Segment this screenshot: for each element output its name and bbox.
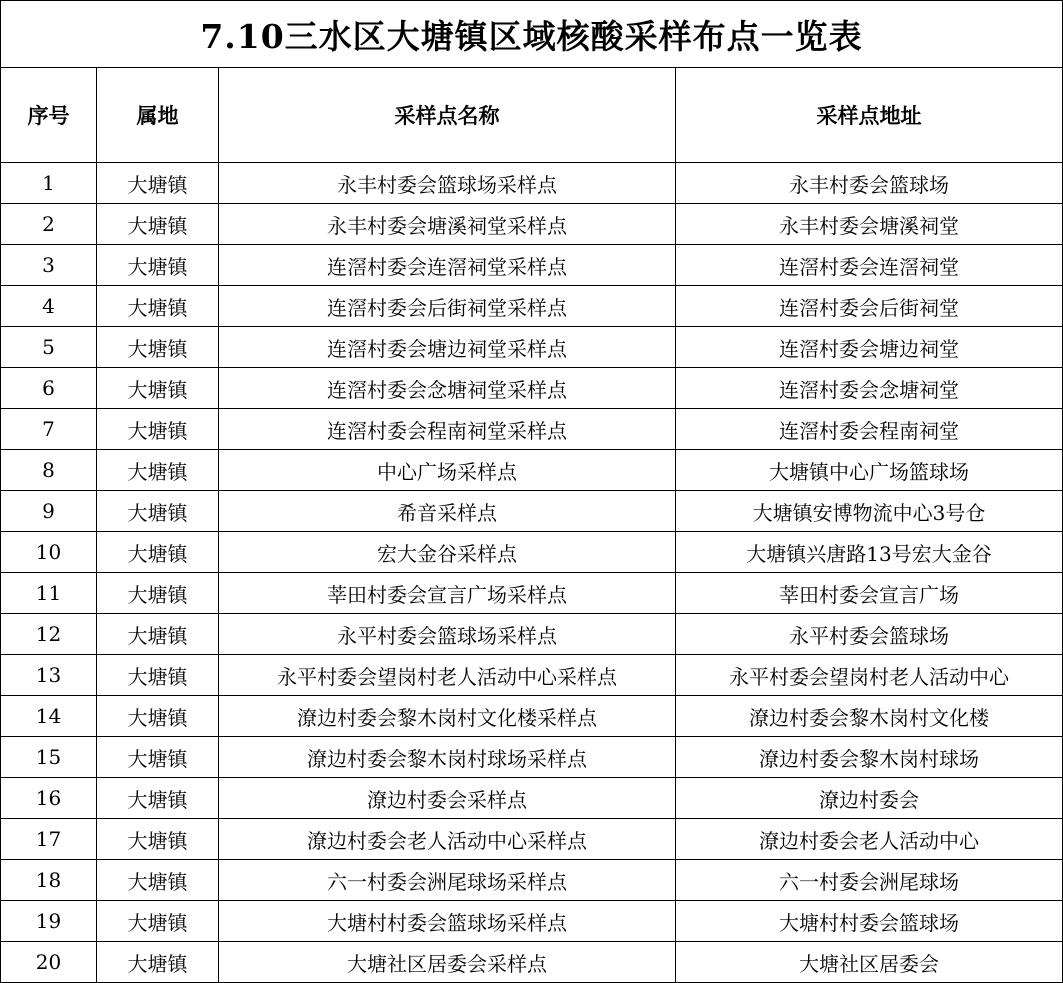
cell-no: 10: [1, 532, 97, 573]
cell-address: 大塘镇中心广场篮球场: [676, 450, 1063, 491]
cell-no: 9: [1, 491, 97, 532]
cell-name: 永平村委会望岗村老人活动中心采样点: [219, 655, 676, 696]
cell-no: 2: [1, 204, 97, 245]
cell-no: 8: [1, 450, 97, 491]
cell-name: 大塘村村委会篮球场采样点: [219, 901, 676, 942]
cell-name: 潦边村委会黎木岗村文化楼采样点: [219, 696, 676, 737]
cell-name: 连滘村委会后街祠堂采样点: [219, 286, 676, 327]
cell-no: 7: [1, 409, 97, 450]
cell-address: 永丰村委会篮球场: [676, 163, 1063, 204]
table-row: [1, 942, 1063, 983]
cell-address: 潦边村委会: [676, 778, 1063, 819]
cell-area: 大塘镇: [97, 204, 219, 245]
cell-area: 大塘镇: [97, 163, 219, 204]
cell-no: 4: [1, 286, 97, 327]
cell-area: 大塘镇: [97, 491, 219, 532]
cell-address: 连滘村委会后街祠堂: [676, 286, 1063, 327]
cell-address: 连滘村委会塘边祠堂: [676, 327, 1063, 368]
cell-area: 大塘镇: [97, 368, 219, 409]
cell-no: 17: [1, 819, 97, 860]
cell-area: 大塘镇: [97, 819, 219, 860]
cell-address: 大塘镇安博物流中心3号仓: [676, 491, 1063, 532]
cell-name: 大塘社区居委会采样点: [219, 942, 676, 983]
cell-name: 潦边村委会黎木岗村球场采样点: [219, 737, 676, 778]
cell-area: 大塘镇: [97, 327, 219, 368]
table-row: [1, 327, 1063, 368]
cell-area: 大塘镇: [97, 286, 219, 327]
header-row: [1, 68, 1063, 163]
cell-area: 大塘镇: [97, 901, 219, 942]
cell-area: 大塘镇: [97, 737, 219, 778]
cell-name: 六一村委会洲尾球场采样点: [219, 860, 676, 901]
cell-no: 20: [1, 942, 97, 983]
cell-area: 大塘镇: [97, 860, 219, 901]
cell-no: 16: [1, 778, 97, 819]
cell-name: 永丰村委会篮球场采样点: [219, 163, 676, 204]
cell-name: 永丰村委会塘溪祠堂采样点: [219, 204, 676, 245]
table-row: [1, 696, 1063, 737]
cell-area: 大塘镇: [97, 942, 219, 983]
table-row: [1, 737, 1063, 778]
cell-address: 连滘村委会念塘祠堂: [676, 368, 1063, 409]
cell-no: 14: [1, 696, 97, 737]
cell-address: 潦边村委会黎木岗村文化楼: [676, 696, 1063, 737]
cell-address: 六一村委会洲尾球场: [676, 860, 1063, 901]
cell-no: 11: [1, 573, 97, 614]
table-row: [1, 163, 1063, 204]
cell-name: 潦边村委会采样点: [219, 778, 676, 819]
table-row: [1, 655, 1063, 696]
cell-area: 大塘镇: [97, 655, 219, 696]
cell-no: 18: [1, 860, 97, 901]
table-row: [1, 368, 1063, 409]
table-title: 7.10三水区大塘镇区域核酸采样布点一览表: [1, 1, 1063, 68]
cell-area: 大塘镇: [97, 696, 219, 737]
cell-area: 大塘镇: [97, 450, 219, 491]
cell-area: 大塘镇: [97, 532, 219, 573]
cell-area: 大塘镇: [97, 573, 219, 614]
cell-area: 大塘镇: [97, 614, 219, 655]
cell-name: 希音采样点: [219, 491, 676, 532]
table-row: [1, 532, 1063, 573]
cell-no: 15: [1, 737, 97, 778]
table-row: [1, 491, 1063, 532]
cell-name: 潦边村委会老人活动中心采样点: [219, 819, 676, 860]
table-row: [1, 901, 1063, 942]
cell-name: 莘田村委会宣言广场采样点: [219, 573, 676, 614]
cell-address: 潦边村委会老人活动中心: [676, 819, 1063, 860]
cell-name: 连滘村委会程南祠堂采样点: [219, 409, 676, 450]
cell-name: 宏大金谷采样点: [219, 532, 676, 573]
header-address: 采样点地址: [676, 68, 1063, 163]
table-row: [1, 286, 1063, 327]
cell-address: 永平村委会望岗村老人活动中心: [676, 655, 1063, 696]
header-name: 采样点名称: [219, 68, 676, 163]
cell-address: 连滘村委会连滘祠堂: [676, 245, 1063, 286]
cell-address: 连滘村委会程南祠堂: [676, 409, 1063, 450]
table-row: [1, 245, 1063, 286]
table-row: [1, 409, 1063, 450]
cell-no: 12: [1, 614, 97, 655]
cell-address: 大塘社区居委会: [676, 942, 1063, 983]
cell-name: 永平村委会篮球场采样点: [219, 614, 676, 655]
cell-name: 连滘村委会念塘祠堂采样点: [219, 368, 676, 409]
cell-area: 大塘镇: [97, 778, 219, 819]
cell-name: 中心广场采样点: [219, 450, 676, 491]
cell-no: 13: [1, 655, 97, 696]
cell-no: 1: [1, 163, 97, 204]
cell-no: 5: [1, 327, 97, 368]
title-row: [1, 1, 1063, 68]
table-row: [1, 204, 1063, 245]
cell-address: 大塘村村委会篮球场: [676, 901, 1063, 942]
table-row: [1, 819, 1063, 860]
cell-no: 6: [1, 368, 97, 409]
cell-address: 莘田村委会宣言广场: [676, 573, 1063, 614]
table-body: [1, 163, 1063, 983]
table-row: [1, 573, 1063, 614]
cell-area: 大塘镇: [97, 409, 219, 450]
header-no: 序号: [1, 68, 97, 163]
cell-no: 3: [1, 245, 97, 286]
table-row: [1, 778, 1063, 819]
cell-address: 潦边村委会黎木岗村球场: [676, 737, 1063, 778]
cell-area: 大塘镇: [97, 245, 219, 286]
cell-address: 永平村委会篮球场: [676, 614, 1063, 655]
table-row: [1, 614, 1063, 655]
table-row: [1, 860, 1063, 901]
table-row: [1, 450, 1063, 491]
cell-no: 19: [1, 901, 97, 942]
cell-address: 大塘镇兴唐路13号宏大金谷: [676, 532, 1063, 573]
header-area: 属地: [97, 68, 219, 163]
cell-name: 连滘村委会塘边祠堂采样点: [219, 327, 676, 368]
cell-name: 连滘村委会连滘祠堂采样点: [219, 245, 676, 286]
cell-address: 永丰村委会塘溪祠堂: [676, 204, 1063, 245]
